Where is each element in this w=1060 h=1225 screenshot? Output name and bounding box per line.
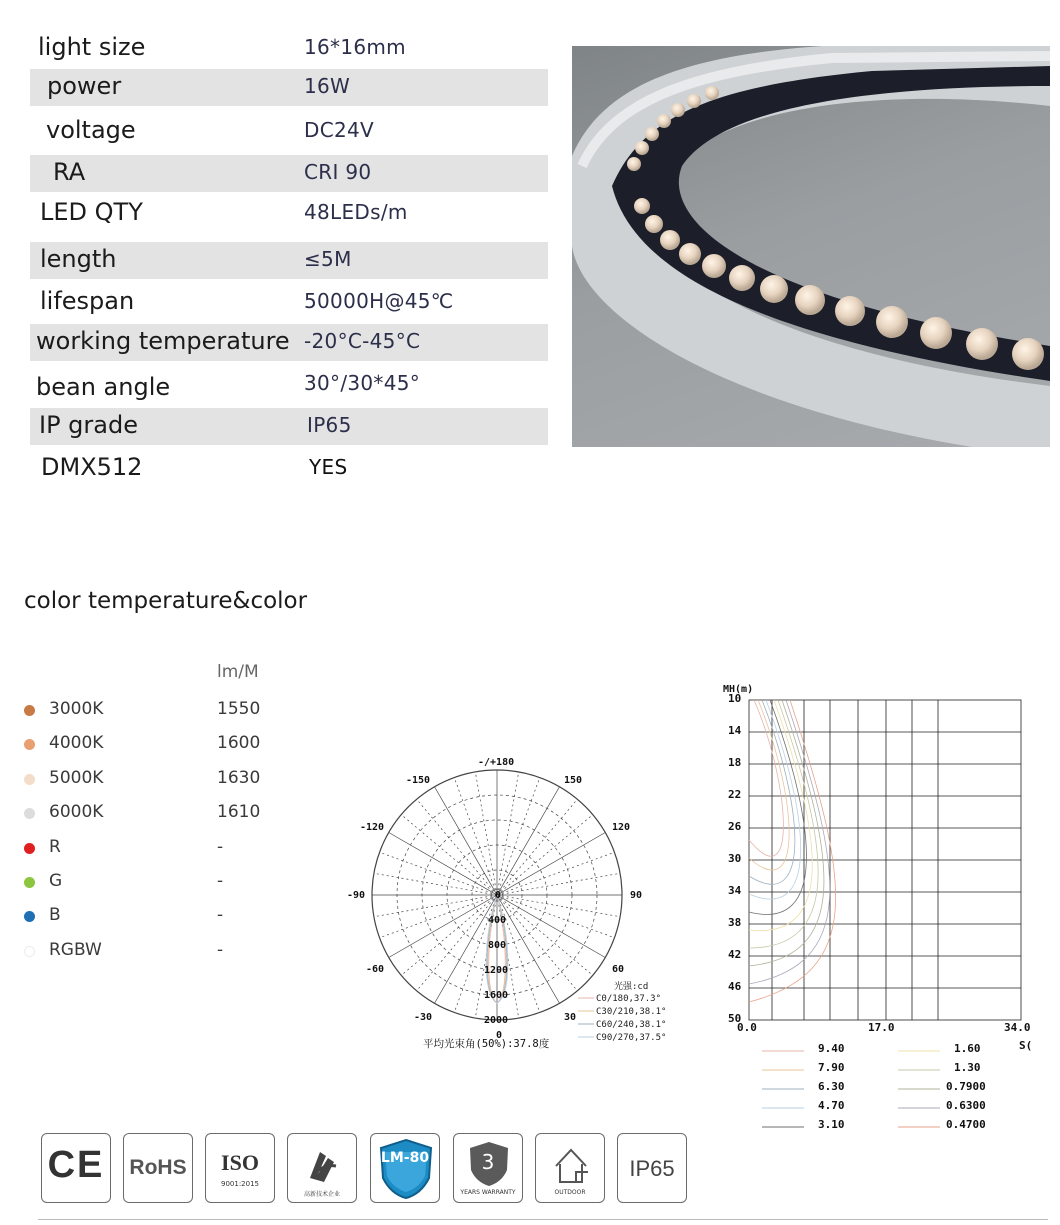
rohs-mark: RoHS <box>129 1156 187 1179</box>
polar-spoke <box>497 815 593 895</box>
spec-row <box>30 242 548 279</box>
illuminance-legend-value: 1.30 <box>954 1061 981 1074</box>
polar-legend-item: C60/240,38.1° <box>596 1020 667 1030</box>
polar-spoke <box>389 895 497 958</box>
outdoor-subtitle: OUTDOOR <box>554 1189 586 1196</box>
polar-radial-label: 2000 <box>484 1015 509 1026</box>
color-lumen: 1630 <box>217 768 261 788</box>
spec-label: working temperature <box>36 327 290 355</box>
y-tick: 46 <box>728 980 742 993</box>
color-dot <box>24 946 35 957</box>
spec-value: YES <box>309 455 348 479</box>
spec-label: DMX512 <box>41 453 143 481</box>
x-tick: 17.0 <box>868 1021 895 1034</box>
ip65-badge <box>617 1133 687 1203</box>
spec-row <box>30 408 548 445</box>
spec-label: bean angle <box>36 373 171 401</box>
hitech-badge <box>287 1133 357 1203</box>
color-lumen: - <box>217 940 224 960</box>
color-lumen: 1550 <box>217 699 261 719</box>
polar-spoke <box>389 833 497 896</box>
polar-spoke <box>497 895 605 958</box>
color-name: 6000K <box>49 802 104 822</box>
polar-legend-title: 光强:cd <box>614 982 649 992</box>
color-lumen: 1610 <box>217 802 261 822</box>
polar-spoke <box>417 799 497 895</box>
ce-badge <box>41 1133 111 1203</box>
spec-value: 16W <box>304 74 351 98</box>
divider <box>38 1219 1048 1220</box>
spec-row <box>30 155 548 192</box>
spec-label: IP grade <box>39 411 138 439</box>
isolux-curve <box>749 700 836 1002</box>
polar-spoke <box>497 895 593 975</box>
illuminance-legend-value: 0.4700 <box>946 1118 986 1130</box>
spec-label: RA <box>53 158 86 186</box>
color-dot <box>24 843 35 854</box>
illuminance-legend-value: 9.40 <box>818 1042 845 1055</box>
iso-subtitle: 9001:2015 <box>221 1180 259 1188</box>
warranty-years: 3 <box>481 1150 495 1174</box>
color-dot <box>24 911 35 922</box>
y-tick: 50 <box>728 1012 742 1025</box>
color-name: 5000K <box>49 768 104 788</box>
ce-mark: CE <box>47 1144 105 1186</box>
polar-distribution-diagram <box>340 750 690 1060</box>
illuminance-diagram <box>718 680 1040 1130</box>
polar-spoke <box>417 895 497 991</box>
polar-angle-label: 0 <box>496 1030 503 1041</box>
polar-radial-label: 1200 <box>484 965 509 976</box>
color-dot <box>24 877 35 888</box>
product-photo <box>572 46 1050 447</box>
spec-value: -20°C-45°C <box>304 329 421 353</box>
polar-radial-label: 0 <box>495 890 502 901</box>
illuminance-legend-value: 0.6300 <box>946 1099 986 1112</box>
polar-spoke <box>401 815 497 895</box>
isolux-curve <box>749 700 830 984</box>
polar-angle-label: -90 <box>347 890 366 901</box>
color-row <box>22 801 322 827</box>
outdoor-badge <box>535 1133 605 1203</box>
x-unit: S( <box>1019 1039 1033 1052</box>
polar-angle-label: -60 <box>366 964 385 975</box>
y-tick: 30 <box>728 852 742 865</box>
spec-value: 50000H@45℃ <box>304 289 454 313</box>
y-tick: 22 <box>728 788 742 801</box>
color-name: R <box>49 837 61 857</box>
spec-value: DC24V <box>304 118 374 142</box>
y-tick: 10 <box>728 692 742 705</box>
color-name: 4000K <box>49 733 104 753</box>
color-dot <box>24 739 35 750</box>
color-dot <box>24 705 35 716</box>
lm80-mark: LM-80 <box>380 1150 430 1166</box>
hitech-subtitle: 高新技术企业 <box>303 1191 340 1198</box>
spec-label: LED QTY <box>40 198 143 226</box>
polar-legend-item: C30/210,38.1° <box>596 1007 667 1017</box>
ip65-mark: IP65 <box>629 1156 675 1181</box>
color-lumen: - <box>217 871 224 891</box>
polar-angle-label: 60 <box>612 964 625 975</box>
polar-angle-label: -30 <box>414 1012 433 1023</box>
illuminance-legend-value: 0.7900 <box>946 1080 986 1093</box>
spec-row <box>30 195 548 232</box>
polar-radial-label: 400 <box>488 915 507 926</box>
isolux-curve <box>749 700 801 899</box>
color-row <box>22 698 322 724</box>
spec-label: length <box>40 245 117 273</box>
polar-angle-label: 150 <box>564 775 583 786</box>
polar-spoke <box>497 799 577 895</box>
spec-value: 30°/30*45° <box>304 371 421 395</box>
iso-badge <box>205 1133 275 1203</box>
polar-radial-label: 800 <box>488 940 507 951</box>
color-dot <box>24 774 35 785</box>
polar-spoke <box>497 895 577 991</box>
color-row <box>22 939 322 965</box>
polar-legend-item: C0/180,37.3° <box>596 994 662 1004</box>
spec-value: 16*16mm <box>304 35 406 59</box>
color-row <box>22 732 322 758</box>
illuminance-legend-value: 3.10 <box>818 1118 845 1130</box>
color-name: RGBW <box>49 940 102 960</box>
polar-angle-label: -/+180 <box>478 757 515 768</box>
polar-angle-label: -120 <box>360 822 385 833</box>
spec-row <box>30 69 548 106</box>
y-tick: 26 <box>728 820 742 833</box>
section-title: color temperature&color <box>24 588 308 614</box>
illuminance-legend-value: 7.90 <box>818 1061 845 1074</box>
iso-mark: ISO <box>221 1150 259 1175</box>
spec-value: ≤5M <box>304 247 352 271</box>
polar-angle-label: 30 <box>564 1012 577 1023</box>
polar-spoke <box>401 895 497 975</box>
y-tick: 18 <box>728 756 742 769</box>
color-row <box>22 904 322 930</box>
polar-spoke <box>497 833 605 896</box>
spec-value: 48LEDs/m <box>304 200 408 224</box>
x-tick: 34.0 <box>1004 1021 1031 1034</box>
lm80-shield-icon <box>371 1134 440 1203</box>
spec-row <box>30 30 548 67</box>
spec-label: voltage <box>46 116 136 144</box>
isolux-curve <box>749 700 824 966</box>
warranty-badge <box>453 1133 523 1203</box>
polar-spoke <box>497 787 560 895</box>
warranty-subtitle: YEARS WARRANTY <box>460 1189 516 1196</box>
polar-angle-label: 120 <box>612 822 631 833</box>
polar-angle-label: 90 <box>630 890 643 901</box>
polar-spoke <box>497 778 540 895</box>
spec-label: power <box>47 72 122 100</box>
spec-row <box>30 450 548 487</box>
color-lumen: - <box>217 905 224 925</box>
spec-row <box>30 324 548 361</box>
polar-radial-label: 1600 <box>484 990 509 1001</box>
spec-row <box>30 284 548 321</box>
color-row <box>22 836 322 862</box>
led-strip-illustration <box>572 46 1050 447</box>
lm80-badge <box>370 1133 440 1203</box>
polar-caption: 平均光束角(50%):37.8度 <box>423 1038 550 1050</box>
color-row <box>22 870 322 896</box>
illuminance-legend-value: 4.70 <box>818 1099 845 1112</box>
y-tick: 42 <box>728 948 742 961</box>
y-axis-title: MH(m) <box>723 684 754 695</box>
color-lumen: 1600 <box>217 733 261 753</box>
illuminance-legend-value: 6.30 <box>818 1080 845 1093</box>
illuminance-legend-value: 1.60 <box>954 1042 981 1055</box>
color-dot <box>24 808 35 819</box>
y-tick: 34 <box>728 884 742 897</box>
y-tick: 14 <box>728 724 742 737</box>
spec-label: light size <box>38 33 146 61</box>
color-name: B <box>49 905 61 925</box>
color-row <box>22 767 322 793</box>
spec-value: CRI 90 <box>304 160 372 184</box>
polar-angle-label: -150 <box>406 775 431 786</box>
rohs-badge <box>123 1133 193 1203</box>
lumen-unit-header: lm/M <box>217 662 259 682</box>
color-name: G <box>49 871 63 891</box>
color-name: 3000K <box>49 699 104 719</box>
spec-row <box>30 113 548 150</box>
spec-value: IP65 <box>307 413 352 437</box>
color-lumen: - <box>217 837 224 857</box>
y-tick: 38 <box>728 916 742 929</box>
spec-label: lifespan <box>40 287 135 315</box>
polar-spoke <box>435 787 498 895</box>
spec-row <box>30 370 548 407</box>
x-tick: 0.0 <box>737 1021 757 1034</box>
polar-legend-item: C90/270,37.5° <box>596 1033 667 1043</box>
